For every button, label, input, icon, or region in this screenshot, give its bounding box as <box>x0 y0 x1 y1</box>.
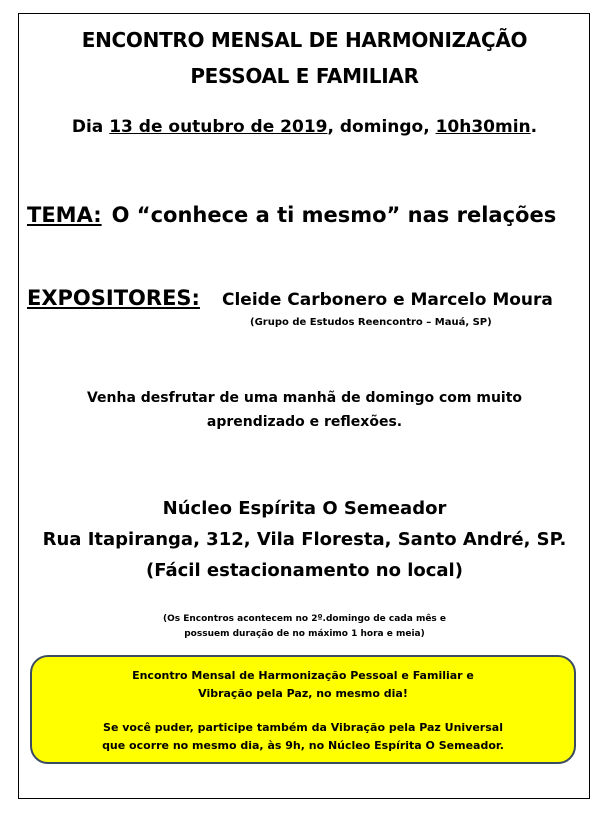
note-line-1: (Os Encontros acontecem no 2º.domingo de cada mês e <box>162 614 447 624</box>
date-suffix: . <box>530 117 538 137</box>
date-middle: , domingo, <box>327 117 436 137</box>
highlight-line-1: Encontro Mensal de Harmonização Pessoal e Familiar e <box>132 669 474 682</box>
highlight-line-3: Se você puder, participe também da Vibração pela Paz Universal <box>103 721 503 734</box>
highlight-line-4: que ocorre no mesmo dia, às 9h, no Núcleo Espírita O Semeador. <box>102 739 504 752</box>
location-address: Rua Itapiranga, 312, Vila Floresta, Santo André, SP. <box>42 529 567 550</box>
highlight-box <box>30 655 576 764</box>
expositores-names: Cleide Carbonero e Marcelo Moura <box>222 290 553 310</box>
tema-line <box>27 203 556 227</box>
title-line-1: ENCONTRO MENSAL DE HARMONIZAÇÃO <box>81 28 528 52</box>
invitation-line-2: aprendizado e reflexões. <box>206 414 403 430</box>
expositores-group: (Grupo de Estudos Reencontro – Mauá, SP) <box>250 317 492 328</box>
invitation-line-1: Venha desfrutar de uma manhã de domingo com muito <box>86 390 523 406</box>
highlight-line-2: Vibração pela Paz, no mesmo dia! <box>198 687 408 700</box>
location-parking: (Fácil estacionamento no local) <box>146 560 463 581</box>
event-date-line <box>0 117 609 137</box>
tema-label: TEMA: <box>27 203 102 227</box>
title-line-2: PESSOAL E FAMILIAR <box>190 64 419 88</box>
event-time: 10h30min <box>435 117 531 137</box>
expositores-label: EXPOSITORES: <box>27 286 200 310</box>
note-line-2: possuem duração de no máximo 1 hora e meia) <box>184 629 425 639</box>
event-date: 13 de outubro de 2019 <box>109 117 328 137</box>
location-name: Núcleo Espírita O Semeador <box>162 498 447 519</box>
date-prefix: Dia <box>71 117 110 137</box>
tema-text: O “conhece a ti mesmo” nas relações <box>111 203 557 227</box>
